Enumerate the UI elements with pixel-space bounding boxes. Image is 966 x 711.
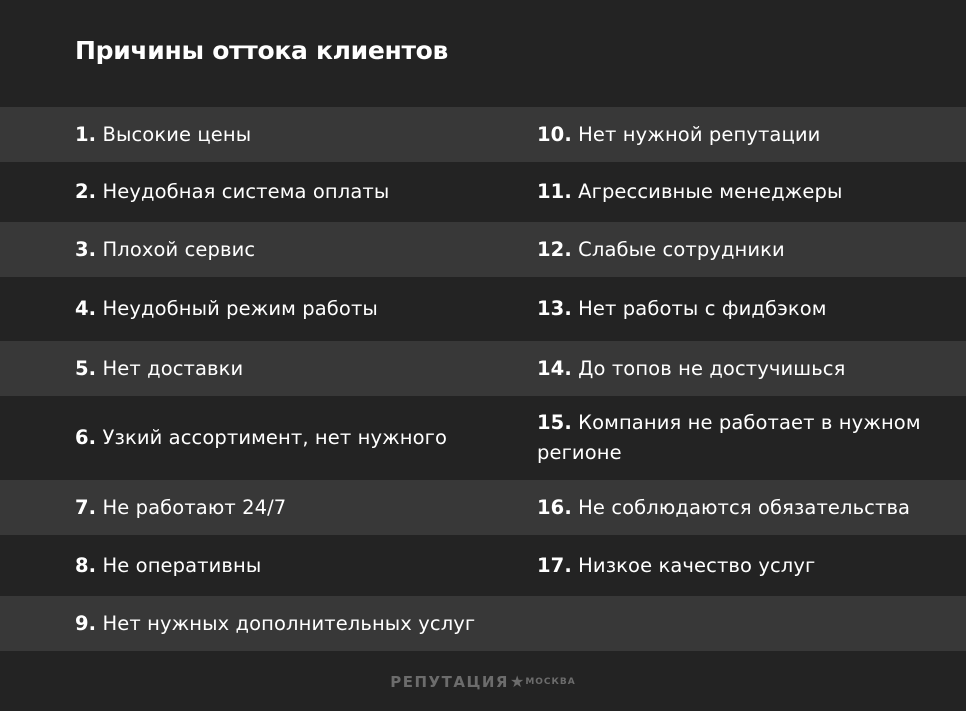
list-item [0,294,537,324]
page-title: Причины оттока клиентов [75,36,449,65]
item-text: Узкий ассортимент, нет нужного [102,426,448,449]
item-text: Низкое качество услуг [578,553,816,577]
item-number: 5. [75,356,97,380]
list-item [537,493,966,523]
list-item [0,423,537,453]
item-number: 13. [537,297,572,320]
list-item [537,177,966,207]
item-text: Нет доставки [102,356,244,380]
item-number: 6. [75,426,97,449]
list-item [0,120,537,150]
item-text: Плохой сервис [102,237,256,261]
brand-name: РЕПУТАЦИЯ [390,673,509,691]
table-row [0,535,966,596]
item-text: Слабые сотрудники [578,237,785,261]
list-item [537,354,966,384]
table-row [0,277,966,341]
list-item [537,294,966,324]
item-text: Не работают 24/7 [102,495,287,519]
item-number: 3. [75,237,97,261]
item-text: Нет работы с фидбэком [578,297,827,320]
item-text: Неудобный режим работы [102,297,378,320]
churn-reasons-table [0,107,966,651]
item-number: 17. [537,553,572,577]
list-item [537,120,966,150]
table-row [0,107,966,162]
table-row [0,222,966,277]
item-number: 16. [537,495,572,519]
item-text: Нет нужных дополнительных услуг [102,611,476,635]
item-text: Не оперативны [102,553,262,577]
list-item [537,551,966,581]
item-number: 14. [537,356,572,380]
table-row [0,480,966,535]
list-item [0,177,537,207]
item-text: Не соблюдаются обязательства [578,495,911,519]
item-number: 4. [75,297,97,320]
item-number: 12. [537,237,572,261]
item-number: 7. [75,495,97,519]
brand-city: МОСКВА [525,677,576,687]
item-number: 9. [75,611,97,635]
table-row [0,341,966,396]
table-row [0,162,966,222]
item-text: Неудобная система оплаты [102,180,390,203]
list-item [537,235,966,265]
list-item [0,235,537,265]
item-text: Агрессивные менеджеры [578,180,843,203]
item-number: 11. [537,180,572,203]
item-text: Высокие цены [102,122,252,146]
list-item [0,551,537,581]
star-icon: ★ [509,672,525,691]
item-number: 8. [75,553,97,577]
table-row [0,396,966,480]
list-item [0,354,537,384]
item-number: 10. [537,122,572,146]
list-item [0,493,537,523]
brand-logo [0,672,966,691]
item-text: Нет нужной репутации [578,122,821,146]
item-text: До топов не достучишься [578,356,846,380]
table-row [0,596,966,651]
list-item [0,609,537,639]
item-number: 2. [75,180,97,203]
item-number: 15. [537,411,572,434]
list-item [537,408,966,468]
item-number: 1. [75,122,97,146]
item-text: Компания не работает в нужном регионе [537,411,921,464]
